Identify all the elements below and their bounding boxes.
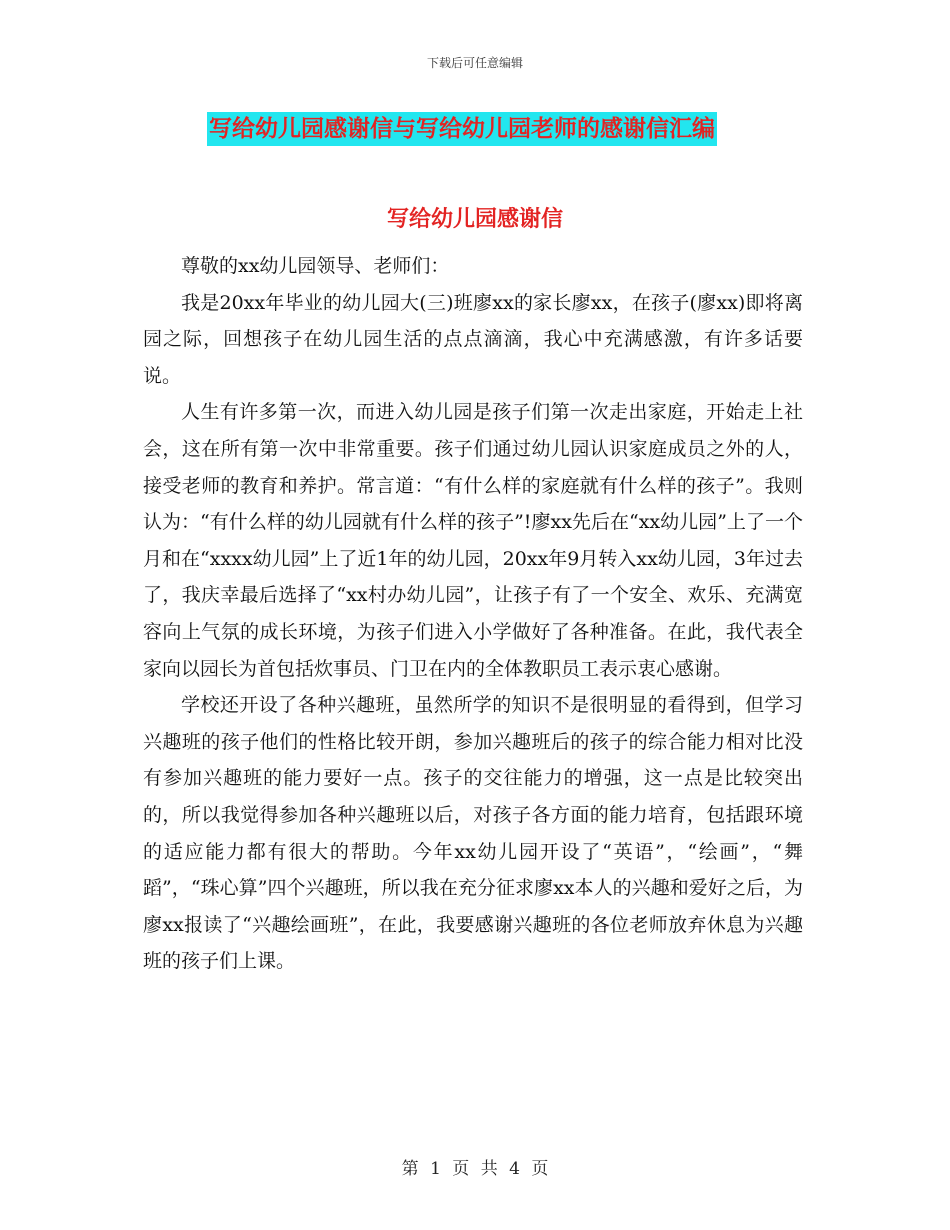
document-title: 写给幼儿园感谢信与写给幼儿园老师的感谢信汇编 (207, 112, 717, 146)
page-number-footer: 第 1 页 共 4 页 (401, 1159, 549, 1179)
letter-body (143, 248, 803, 980)
salutation-paragraph: 尊敬的xx幼儿园领导、老师们： (181, 255, 450, 277)
body-paragraph: 人生有许多第一次，而进入幼儿园是孩子们第一次走出家庭，开始走上社会，这在所有第一次中非常重要。孩子们通过幼儿园认识家庭成员之外的人，接受老师的教育和养护。常言道：“有什么样的家庭就有什么样的孩子”。我则认为：“有什么样的幼儿园就有什么样的孩子”!廖xx先后在“xx幼儿园”上了一个月和在“xxxx幼儿园”上了近1年的幼儿园，20xx年9月转入xx幼儿园，3年过去了，我庆幸最后选择了“xx村办幼儿园”，让孩子有了一个安全、欢乐、充满宽容向上气氛的成长环境，为孩子们进入小学做好了各种准备。在此，我代表全家向以园长为首包括炊事员、门卫在内的全体教职员工表示衷心感谢。 (143, 401, 803, 680)
body-paragraph: 学校还开设了各种兴趣班，虽然所学的知识不是很明显的看得到，但学习兴趣班的孩子他们的性格比较开朗，参加兴趣班后的孩子的综合能力相对比没有参加兴趣班的能力要好一点。孩子的交往能力的增强，这一点是比较突出的，所以我觉得参加各种兴趣班以后，对孩子各方面的能力培育，包括跟环境的适应能力都有很大的帮助。今年xx幼儿园开设了“英语”，“绘画”，“舞蹈”，“珠心算”四个兴趣班，所以我在充分征求廖xx本人的兴趣和爱好之后，为廖xx报读了“兴趣绘画班”，在此，我要感谢兴趣班的各位老师放弃休息为兴趣班的孩子们上课。 (143, 694, 803, 973)
body-paragraph: 我是20xx年毕业的幼儿园大(三)班廖xx的家长廖xx，在孩子(廖xx)即将离园之际，回想孩子在幼儿园生活的点点滴滴，我心中充满感激，有许多话要说。 (143, 291, 803, 387)
section-title: 写给幼儿园感谢信 (386, 206, 563, 232)
header-note: 下载后可任意编辑 (426, 56, 523, 70)
